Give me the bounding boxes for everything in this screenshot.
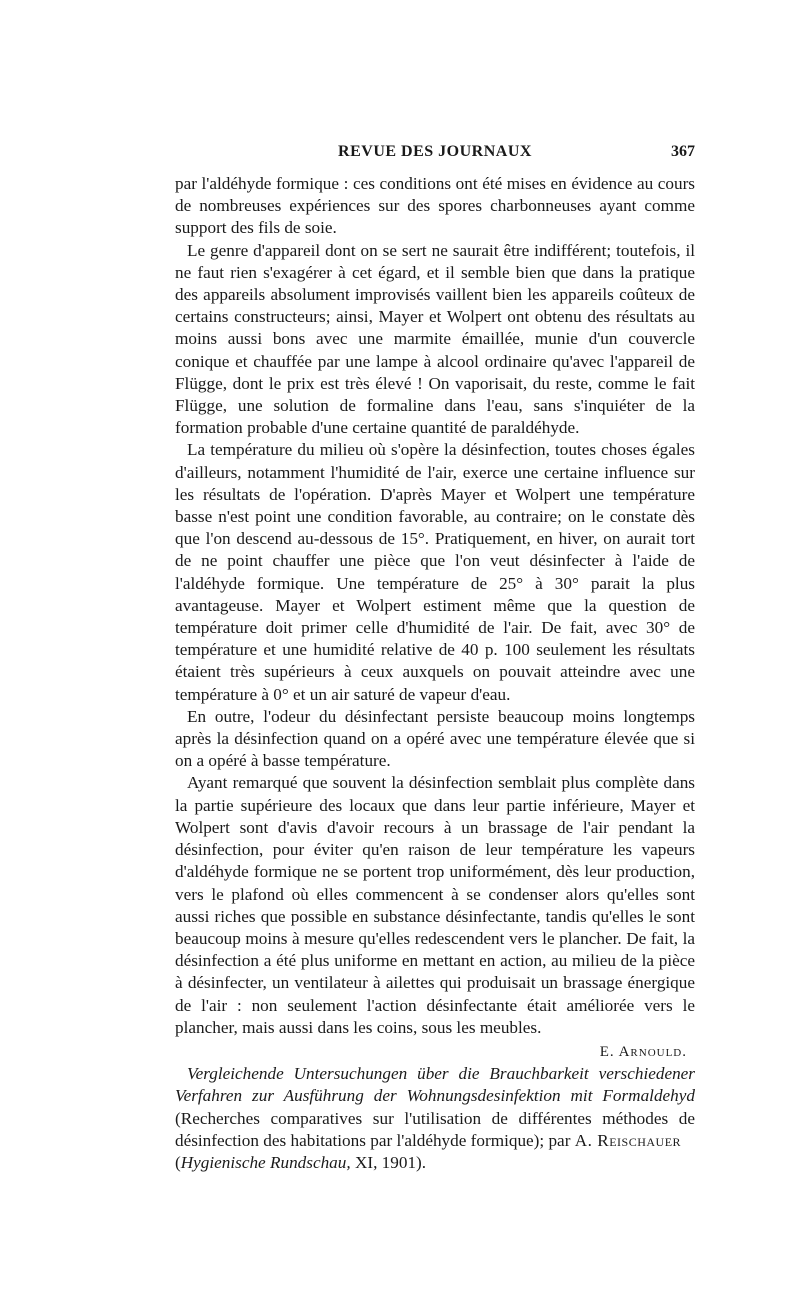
paragraph-3: La température du milieu où s'opère la désinfection, toutes choses égales d'ailleurs, notamment l'humidité de l'air, exerce une certaine influence sur les résultats de l'opération. D'après Mayer et Wolpert une température basse n'est point une condition favorable, au contraire; on le constate dès que l'on descend au-dessous de 15°. Pratiquement, en hiver, on aurait tort de ne point chauffer une pièce que l'on veut désinfecter à l'aide de l'aldéhyde formique. Une température de 25° à 30° parait la plus avantageuse. Mayer et Wolpert estiment même que la question de température doit primer celle d'humidité de l'air. De fait, avec 30° de température et une humidité relative de 40 p. 100 seulement les résultats étaient très supérieurs à ceux auxquels on pouvait atteindre avec une température à 0° et un air saturé de vapeur d'eau.	[175, 440, 695, 704]
article-body	[175, 173, 695, 1174]
paragraph-2: Le genre d'appareil dont on se sert ne saurait être indifférent; toutefois, il ne faut rien s'exagérer à cet égard, et il semble bien que dans la pratique des appareils absolument improvisés vaillent bien les appareils coûteux de certains constructeurs; ainsi, Mayer et Wolpert ont obtenu des résultats au moins aussi bons avec une marmite émaillée, munie d'un couvercle conique et chauffée par une lampe à alcool ordinaire qu'avec l'appareil de Flügge, dont le prix est très élevé ! On vaporisait, du reste, comme le fait Flügge, une solution de formaline dans l'eau, sans s'inquiéter de la formation probable d'une certaine quantité de paraldéhyde.	[175, 240, 695, 438]
page-header	[175, 143, 695, 167]
review-entry	[175, 1063, 695, 1174]
paragraph-4: En outre, l'odeur du désinfectant persiste beaucoup moins longtemps après la désinfection quand on a opéré avec une température élevée que si on a opéré à basse température.	[175, 706, 695, 771]
review-translation: (Recherches comparatives sur l'utilisation de différentes méthodes de désinfection des habitations par l'aldéhyde formique); par	[175, 1108, 695, 1150]
paragraph-1: par l'aldéhyde formique : ces conditions ont été mises en évidence au cours de nombreuses expériences sur des spores charbonneuses ayant comme support des fils de soie.	[175, 174, 695, 238]
review-author: A. Reischauer	[574, 1130, 682, 1150]
running-head: REVUE DES JOURNAUX	[338, 143, 532, 160]
review-title: Vergleichende Untersuchungen über die Brauchbarkeit verschiedener Verfahren zur Ausführung der Wohnungsdesinfektion mit Formaldehyd	[175, 1064, 695, 1106]
source-journal: Hygienische Rundschau,	[180, 1152, 351, 1172]
paragraph-5: Ayant remarqué que souvent la désinfection semblait plus complète dans la partie supérieure des locaux que dans leur partie inférieure, Mayer et Wolpert sont d'avis d'avoir recours à un brassage de l'air pendant la désinfection, pour éviter qu'en raison de leur température les vapeurs d'aldéhyde formique ne se portent trop uniformément, dès leur production, vers le plafond où elles commencent à se condenser alors qu'elles sont aussi riches que possible en substance désinfectante, tandis qu'elles le sont beaucoup moins à mesure qu'elles redescendent vers le plancher. De fait, la désinfection a été plus uniforme en mettant en action, au milieu de la pièce à désinfecter, un ventilateur à ailettes qui produisait un brassage énergique de l'air : non seulement l'action désinfectante était améliorée vers le plancher, mais aussi dans les coins, sous les meubles.	[175, 773, 695, 1037]
page-number: 367	[671, 143, 695, 160]
source-rest: XI, 1901).	[350, 1152, 427, 1172]
source-open: (	[175, 1152, 181, 1172]
author-signature: E. Arnould.	[599, 1043, 687, 1060]
